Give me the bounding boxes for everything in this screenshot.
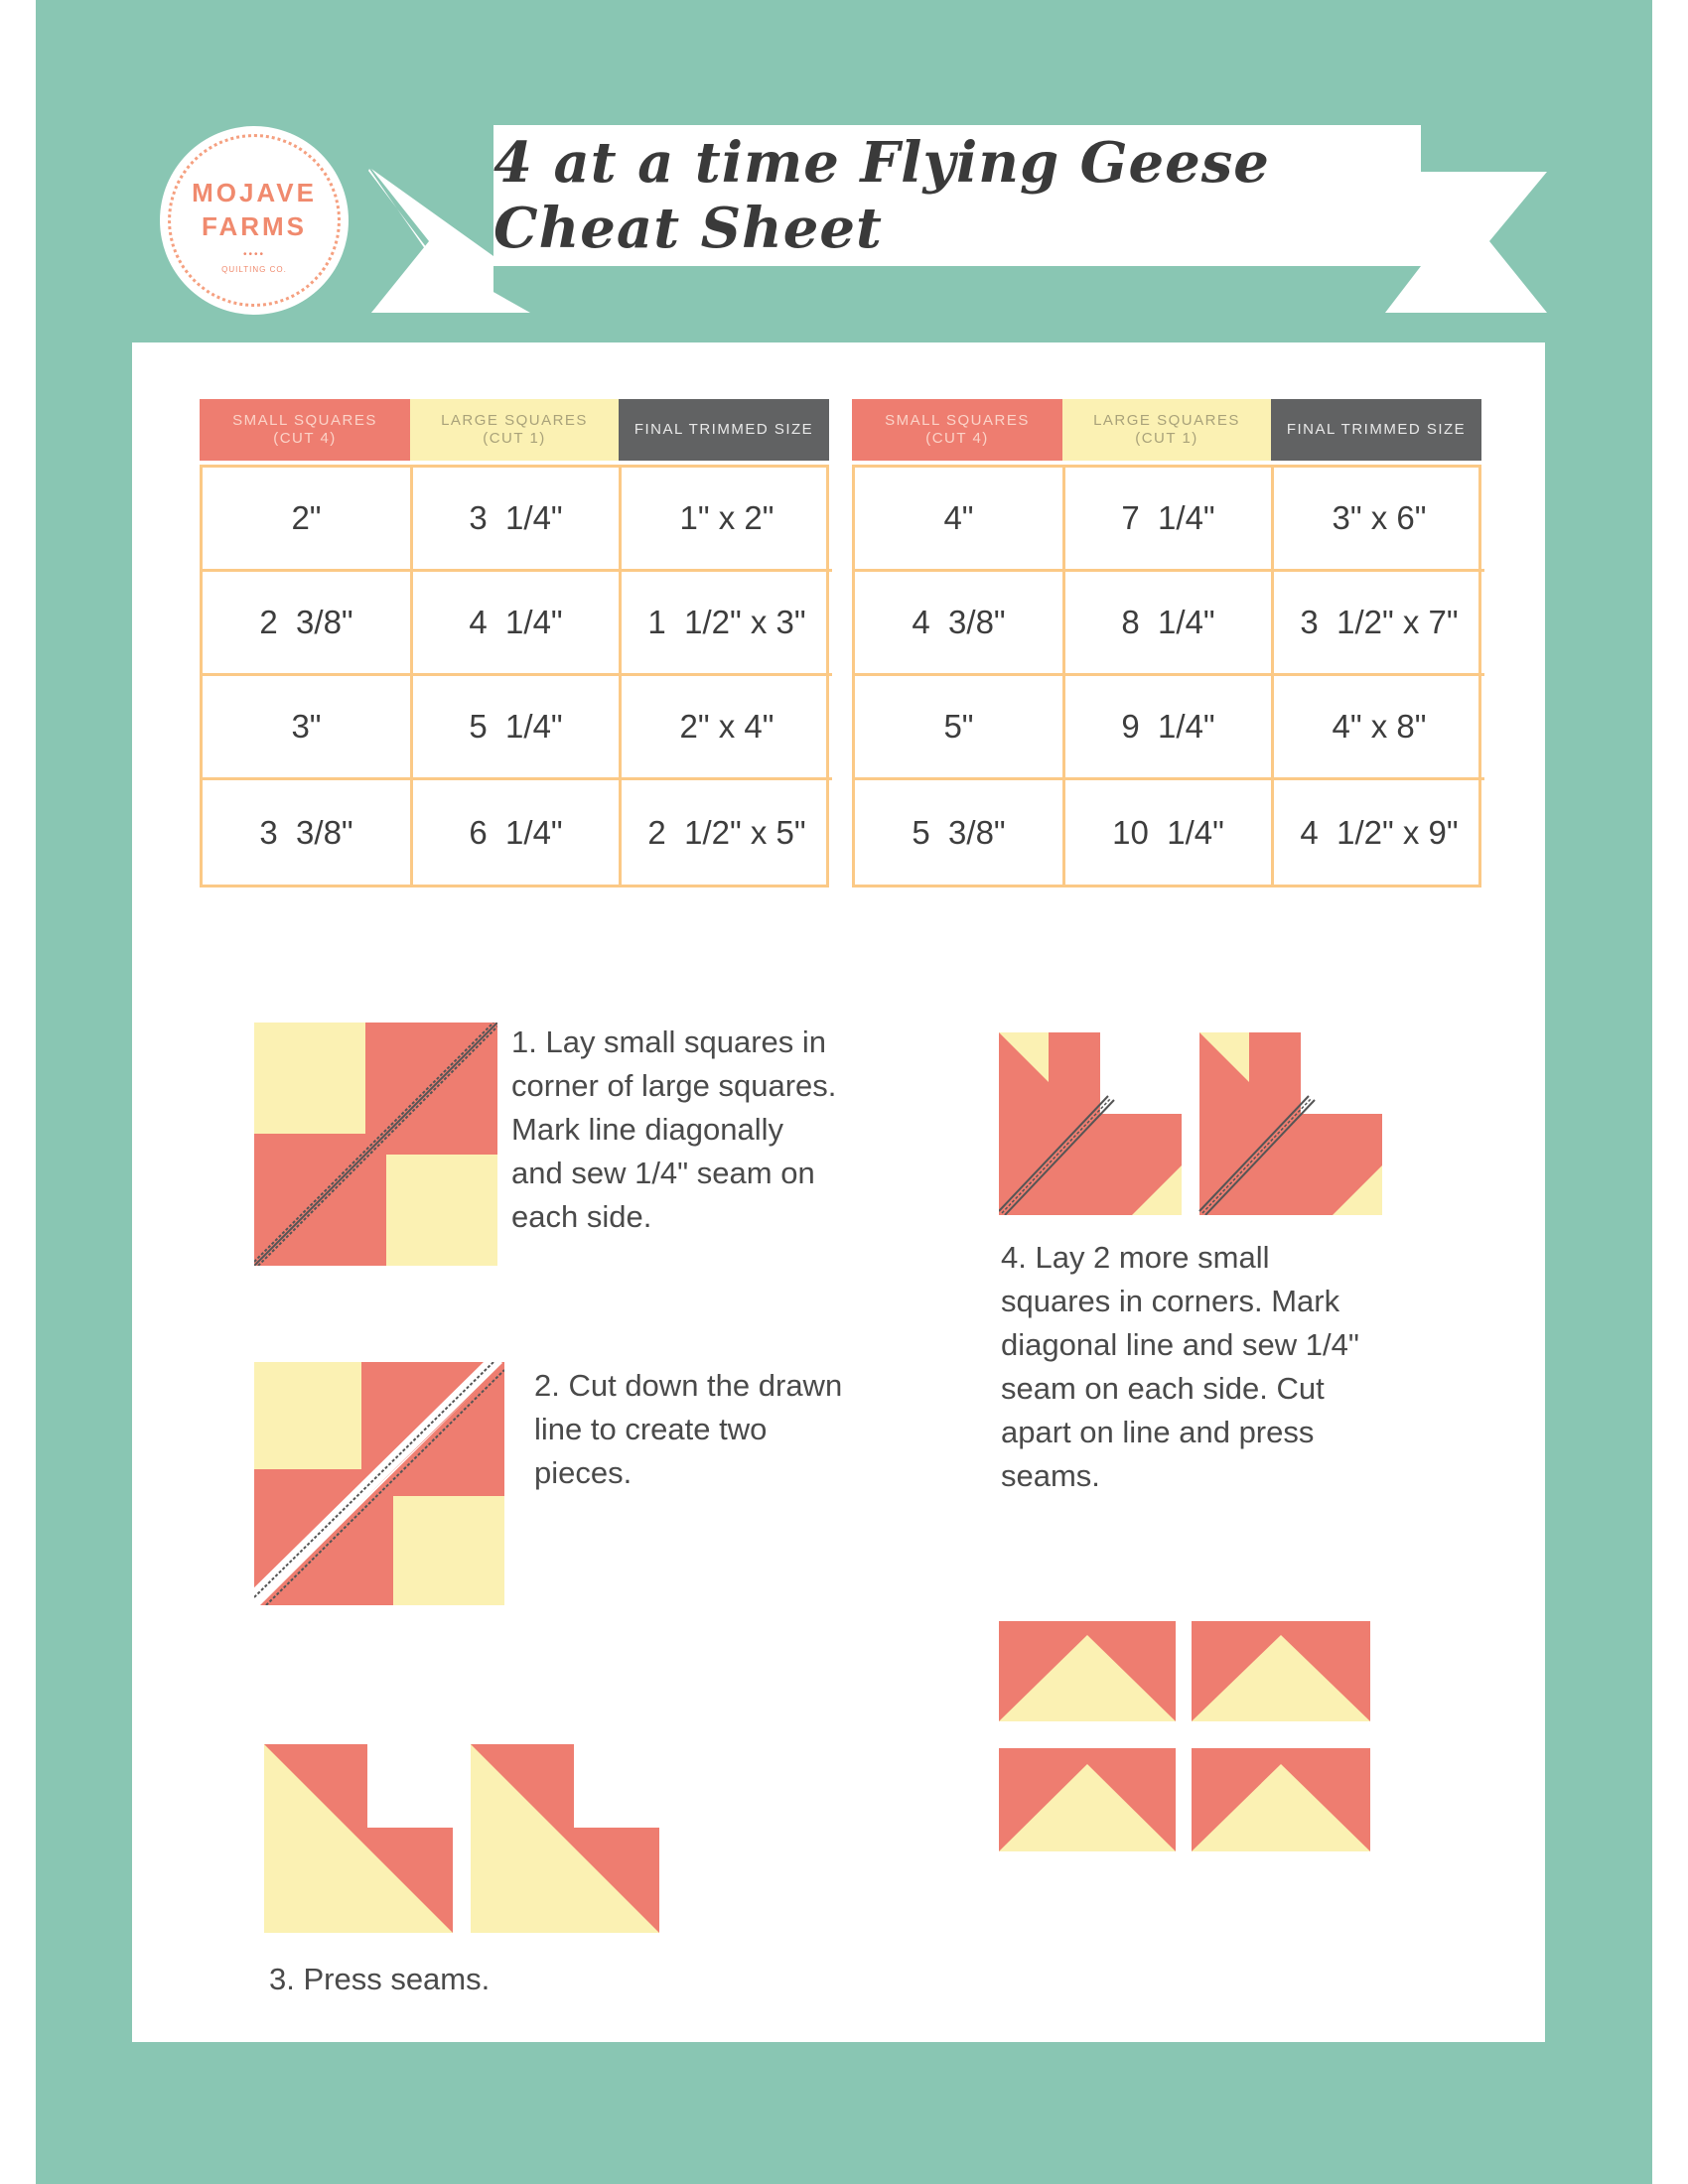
header-large-squares: LARGE SQUARES (CUT 1) xyxy=(410,399,619,461)
step2-diagram xyxy=(254,1362,504,1605)
table-cell: 3" x 6" xyxy=(1274,468,1484,572)
table-body xyxy=(200,465,829,887)
table-cell: 3 1/2" x 7" xyxy=(1274,572,1484,676)
header-final-size: FINAL TRIMMED SIZE xyxy=(1271,399,1481,461)
table-cell: 8 1/4" xyxy=(1065,572,1274,676)
table-cell: 5" xyxy=(855,676,1065,780)
logo-text-line2: FARMS xyxy=(202,211,307,241)
table-cell: 2 1/2" x 5" xyxy=(647,813,806,851)
size-table-left xyxy=(200,399,829,887)
logo-text-line1: MOJAVE xyxy=(192,178,317,207)
step3-diagram xyxy=(264,1744,661,1933)
table-cell: 4 1/2" x 9" xyxy=(1300,813,1459,851)
table-cell: 4" xyxy=(855,468,1065,572)
table-header xyxy=(200,399,829,461)
table-cell: 7 1/4" xyxy=(1065,468,1274,572)
table-header xyxy=(852,399,1481,461)
header-small-squares: SMALL SQUARES (CUT 4) xyxy=(852,399,1062,461)
mojave-farms-logo xyxy=(160,126,349,315)
page-title: 4 at a time Flying Geese Cheat Sheet xyxy=(493,130,1270,261)
table-cell: 4" x 8" xyxy=(1274,676,1484,780)
header-small-squares: SMALL SQUARES (CUT 4) xyxy=(200,399,410,461)
table-cell: 4 3/8" xyxy=(855,572,1065,676)
step1-text: 1. Lay small squares in corner of large squares. Mark line diagonally and sew 1/4" seam on each side. xyxy=(511,1024,837,1234)
table-cell: 5 3/8" xyxy=(855,780,1065,885)
size-table-right xyxy=(852,399,1481,887)
table-cell: 6 1/4" xyxy=(413,780,622,885)
table-cell: 10 1/4" xyxy=(1065,780,1274,885)
table-cell: 3 1/4" xyxy=(413,468,622,572)
table-cell: 3 3/8" xyxy=(203,780,413,885)
table-cell: 4 1/4" xyxy=(413,572,622,676)
step1-diagram xyxy=(254,1023,497,1266)
header-large-squares: LARGE SQUARES (CUT 1) xyxy=(1062,399,1271,461)
table-cell: 2" xyxy=(203,468,413,572)
step4-diagram xyxy=(999,1032,1386,1215)
logo-subtitle: QUILTING CO. xyxy=(221,265,287,274)
logo-dots: •••• xyxy=(242,249,265,260)
table-cell: 5 1/4" xyxy=(413,676,622,780)
table-cell: 3" xyxy=(203,676,413,780)
step3-text: 3. Press seams. xyxy=(269,1962,491,1996)
flying-geese-result xyxy=(999,1621,1370,1851)
table-body xyxy=(852,465,1481,887)
step2-text: 2. Cut down the drawn line to create two pieces. xyxy=(534,1368,843,1490)
step4-text: 4. Lay 2 more small squares in corners. Mark diagonal line and sew 1/4" seam on each side. Cut apart on line and press seams. xyxy=(1001,1240,1359,1493)
table-cell: 2" x 4" xyxy=(622,676,832,780)
banner-left-ribbon xyxy=(371,169,493,313)
table-cell: 1 1/2" x 3" xyxy=(622,572,832,676)
table-cell: 2 3/8" xyxy=(203,572,413,676)
table-cell: 9 1/4" xyxy=(1065,676,1274,780)
table-cell: 1" x 2" xyxy=(622,468,832,572)
header-final-size: FINAL TRIMMED SIZE xyxy=(619,399,829,461)
